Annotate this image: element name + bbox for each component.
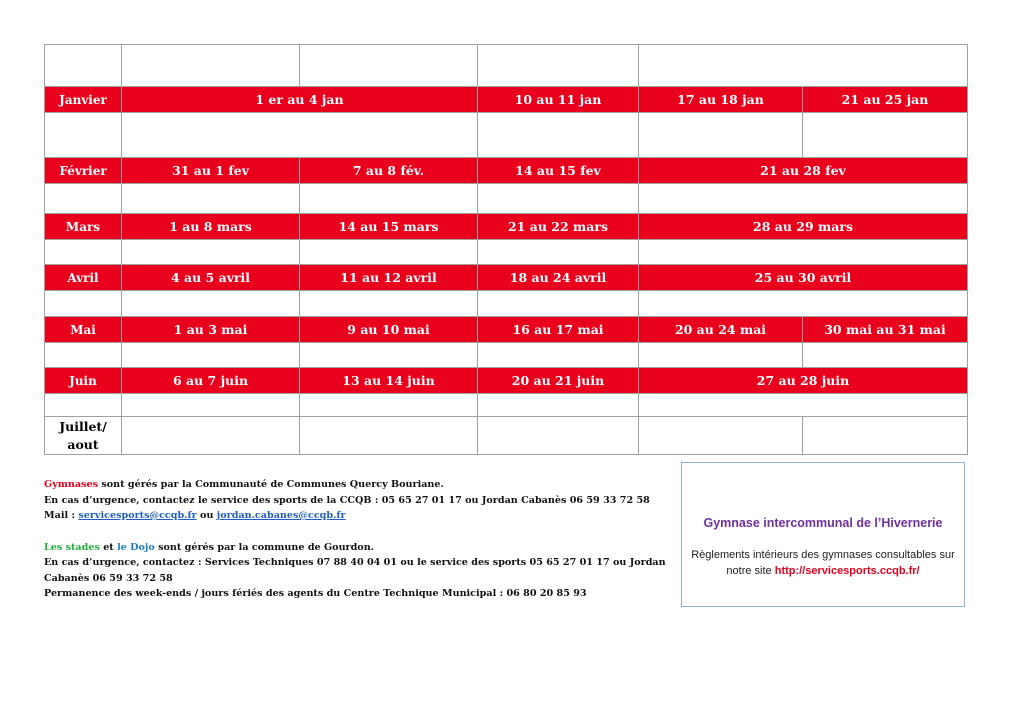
mail-link-jordan[interactable]: jordan.cabanes@ccqb.fr	[216, 510, 346, 521]
permanence-note: Permanence des week-ends / jours fériés des agents du Centre Technique Municipal : 06 80 20 85 93	[44, 588, 587, 599]
date-cell: 9 au 10 mai	[300, 317, 478, 343]
gymnases-note	[44, 477, 684, 493]
urgence-gourdon: En cas d’urgence, contactez : Services Techniques 07 88 40 04 01 ou le service des sports 05 65 27 01 17 ou Jordan Cabanès 06 59 33 72 58	[44, 557, 666, 584]
blank-cell	[478, 417, 639, 455]
date-cell: 20 au 21 juin	[478, 368, 639, 394]
blank-cell	[122, 184, 300, 214]
contact-notes	[44, 477, 684, 602]
blank-cell	[478, 343, 639, 368]
month-mai: Mai	[45, 317, 122, 343]
date-cell: 10 au 11 jan	[478, 87, 639, 113]
date-cell: 14 au 15 fev	[478, 158, 639, 184]
site-link[interactable]: http://servicesports.ccqb.fr/	[774, 565, 920, 577]
blank-cell	[478, 394, 639, 417]
reglements-label: Règlements intérieurs des gymnases consultables sur notre site	[691, 549, 955, 577]
blank-cell	[45, 113, 122, 158]
blank-cell	[300, 417, 478, 455]
blank-cell	[122, 394, 300, 417]
blank-cell	[803, 113, 968, 158]
blank-cell	[639, 113, 803, 158]
blank-cell	[300, 240, 478, 265]
date-cell: 21 au 25 jan	[803, 87, 968, 113]
blank-cell	[122, 240, 300, 265]
blank-cell	[639, 291, 968, 317]
date-cell: 6 au 7 juin	[122, 368, 300, 394]
gymnases-label: Gymnases	[44, 479, 99, 490]
dojo-label: le Dojo	[117, 541, 155, 553]
date-cell: 20 au 24 mai	[639, 317, 803, 343]
blank-cell	[122, 417, 300, 455]
date-cell: 21 au 22 mars	[478, 214, 639, 240]
gymnase-info-box	[681, 462, 965, 607]
blank-cell	[300, 291, 478, 317]
date-cell: 17 au 18 jan	[639, 87, 803, 113]
date-cell: 4 au 5 avril	[122, 265, 300, 291]
reglements-text	[690, 547, 956, 579]
schedule-table	[44, 44, 968, 455]
gymnase-title: Gymnase intercommunal de l’Hivernerie	[703, 516, 943, 530]
blank-cell	[639, 343, 803, 368]
blank-cell	[478, 113, 639, 158]
blank-cell	[300, 184, 478, 214]
blank-cell	[300, 394, 478, 417]
date-cell: 13 au 14 juin	[300, 368, 478, 394]
gymnases-text: sont gérés par la Communauté de Communes Quercy Bouriane.	[98, 479, 444, 490]
mail-line	[44, 508, 684, 524]
mail-link-servicesports[interactable]: servicesports@ccqb.fr	[78, 510, 197, 521]
date-cell: 18 au 24 avril	[478, 265, 639, 291]
blank-cell	[639, 240, 968, 265]
date-cell: 27 au 28 juin	[639, 368, 968, 394]
month-avril: Avril	[45, 265, 122, 291]
date-cell: 14 au 15 mars	[300, 214, 478, 240]
stades-note	[44, 540, 684, 556]
month-juillet-aout: Juillet/ aout	[45, 417, 122, 455]
blank-cell	[45, 394, 122, 417]
month-mars: Mars	[45, 214, 122, 240]
mail-or: ou	[196, 510, 217, 521]
date-cell: 31 au 1 fev	[122, 158, 300, 184]
date-cell: 1 au 8 mars	[122, 214, 300, 240]
blank-cell	[45, 240, 122, 265]
blank-cell	[639, 394, 968, 417]
blank-cell	[478, 45, 639, 87]
blank-cell	[478, 184, 639, 214]
blank-cell	[300, 45, 478, 87]
blank-cell	[45, 343, 122, 368]
blank-cell	[803, 417, 968, 455]
blank-cell	[803, 343, 968, 368]
date-cell: 25 au 30 avril	[639, 265, 968, 291]
blank-cell	[122, 291, 300, 317]
date-cell: 30 mai au 31 mai	[803, 317, 968, 343]
date-cell: 21 au 28 fev	[639, 158, 968, 184]
blank-cell	[639, 184, 968, 214]
blank-cell	[300, 343, 478, 368]
blank-cell	[122, 113, 478, 158]
blank-cell	[478, 240, 639, 265]
stades-text: sont gérés par la commune de Gourdon.	[154, 541, 375, 553]
blank-cell	[122, 343, 300, 368]
blank-cell	[45, 45, 122, 87]
date-cell: 11 au 12 avril	[300, 265, 478, 291]
date-cell: 7 au 8 fév.	[300, 158, 478, 184]
month-janvier: Janvier	[45, 87, 122, 113]
date-cell: 1 au 3 mai	[122, 317, 300, 343]
date-cell: 1 er au 4 jan	[122, 87, 478, 113]
blank-cell	[639, 45, 968, 87]
stades-label: Les stades	[44, 541, 100, 553]
blank-cell	[45, 184, 122, 214]
mail-label: Mail :	[44, 510, 79, 521]
blank-cell	[122, 45, 300, 87]
blank-cell	[639, 417, 803, 455]
month-fevrier: Février	[45, 158, 122, 184]
month-juin: Juin	[45, 368, 122, 394]
urgence-ccqb: En cas d’urgence, contactez le service des sports de la CCQB : 05 65 27 01 17 ou Jordan Cabanès 06 59 33 72 58	[44, 494, 650, 506]
date-cell: 16 au 17 mai	[478, 317, 639, 343]
et-text: et	[99, 541, 118, 553]
date-cell: 28 au 29 mars	[639, 214, 968, 240]
blank-cell	[478, 291, 639, 317]
blank-cell	[45, 291, 122, 317]
